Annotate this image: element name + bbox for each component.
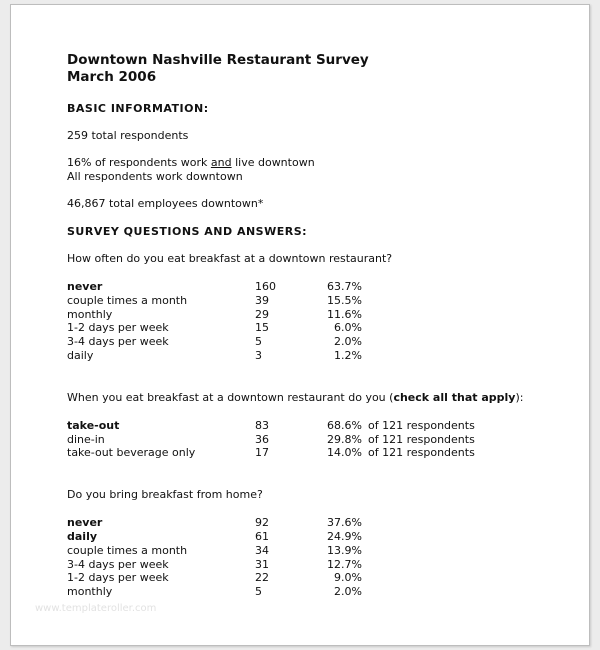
watermark: www.templateroller.com bbox=[35, 603, 157, 614]
table-row: 1-2 days per week 22 9.0% bbox=[67, 571, 362, 585]
table-row: monthly 5 2.0% bbox=[67, 585, 362, 599]
table-row: couple times a month 34 13.9% bbox=[67, 543, 362, 557]
work-live-line: 16% of respondents work and live downtown bbox=[67, 156, 315, 169]
table-row: take-out beverage only 17 14.0% of 121 respondents bbox=[67, 446, 475, 460]
table-row: never 160 63.7% bbox=[67, 280, 362, 293]
survey-heading: SURVEY QUESTIONS AND ANSWERS: bbox=[67, 225, 308, 238]
document-content bbox=[67, 52, 567, 599]
question-1-text: How often do you eat breakfast at a downtown restaurant? bbox=[67, 252, 393, 265]
basic-info-heading: BASIC INFORMATION: bbox=[67, 102, 209, 115]
table-row: daily 61 24.9% bbox=[67, 529, 362, 543]
question-2-answers bbox=[67, 419, 475, 460]
table-row: dine-in 36 29.8% of 121 respondents bbox=[67, 432, 475, 446]
document-title: Downtown Nashville Restaurant Survey bbox=[67, 52, 369, 68]
question-3-text: Do you bring breakfast from home? bbox=[67, 488, 263, 502]
document-date: March 2006 bbox=[67, 69, 157, 85]
all-work-line: All respondents work downtown bbox=[67, 170, 243, 183]
table-row: daily 3 1.2% bbox=[67, 348, 362, 362]
table-row: couple times a month 39 15.5% bbox=[67, 293, 362, 307]
table-row: 1-2 days per week 15 6.0% bbox=[67, 321, 362, 335]
question-3-answers bbox=[67, 516, 362, 599]
question-1-answers bbox=[67, 280, 362, 363]
document-page bbox=[10, 4, 590, 646]
table-row: monthly 29 11.6% bbox=[67, 307, 362, 321]
table-row: 3-4 days per week 31 12.7% bbox=[67, 557, 362, 571]
table-row: take-out 83 68.6% of 121 respondents bbox=[67, 418, 475, 432]
question-2-text: When you eat breakfast at a downtown restaurant do you (check all that apply): bbox=[67, 390, 524, 404]
table-row: 3-4 days per week 5 2.0% bbox=[67, 335, 362, 349]
total-employees: 46,867 total employees downtown* bbox=[67, 197, 264, 210]
table-row: never 92 37.6% bbox=[67, 516, 362, 530]
total-respondents: 259 total respondents bbox=[67, 129, 189, 142]
